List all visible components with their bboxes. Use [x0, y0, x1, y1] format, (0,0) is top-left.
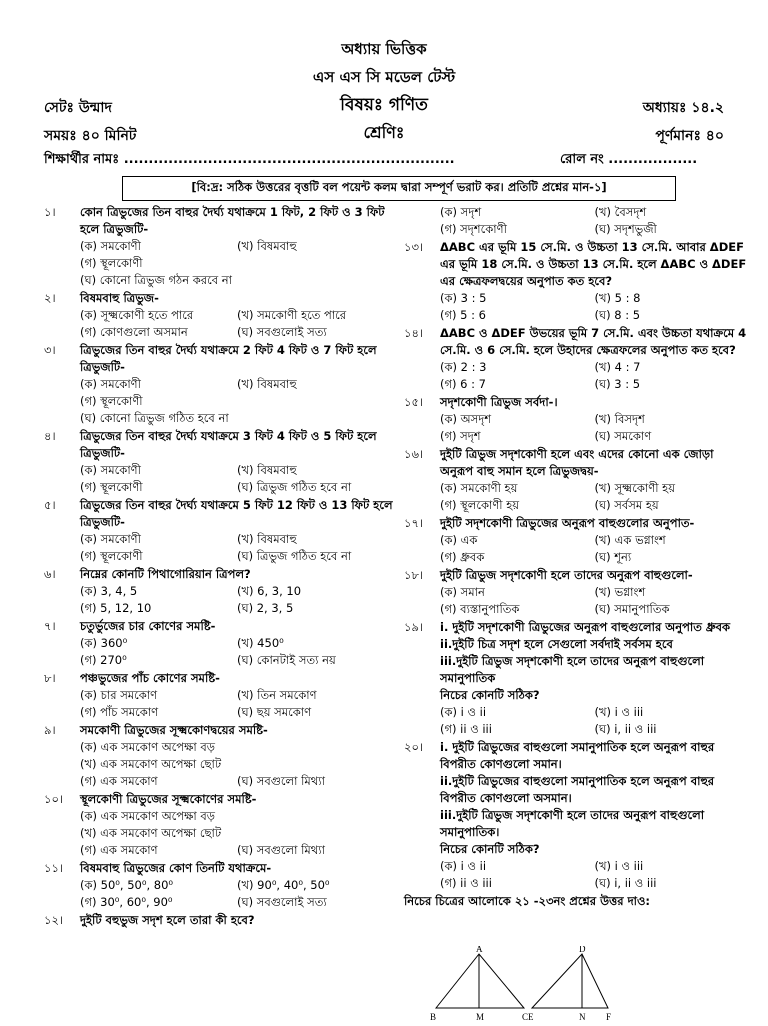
triangle-figure [424, 946, 624, 1026]
answer-option[interactable]: (খ) বিসদৃশ [594, 412, 645, 426]
question-number: ২। [44, 291, 56, 305]
right-column [404, 204, 749, 910]
question-body [440, 394, 749, 445]
question [404, 239, 749, 324]
statement: i. দুইটি সদৃশকোণী ত্রিভুজের অনুরূপ বাহুগুলোর অনুপাত ধ্রুবক [440, 620, 731, 634]
statement: iii.দুইটি ত্রিভুজ সদৃশকোণী হলে তাদের অনুরূপ বাহুগুলো সমানুপাতিক। [440, 808, 705, 839]
question-text: কোন ত্রিভুজের তিন বাহুর দৈর্ঘ্য যথাক্রমে 1 ফিট, 2 ফিট ও 3 ফিট হলে ত্রিভুজটি- [80, 205, 385, 236]
student-name-field[interactable]: শিক্ষার্থীর নামঃ ................................................................... [44, 152, 455, 167]
question-number: ১৯। [404, 620, 424, 634]
question-number: ১৭। [404, 516, 424, 530]
answer-options [440, 290, 749, 324]
answer-option[interactable]: (ক) 360⁰ [80, 636, 128, 650]
answer-option[interactable]: (ঘ) সবগুলো মিথ্যা [237, 774, 325, 788]
answer-option[interactable]: (ঘ) কোনটাই সত্য নয় [237, 653, 336, 667]
answer-options [80, 583, 394, 617]
question-number: ৭। [44, 619, 56, 633]
question-body [80, 428, 394, 496]
answer-option[interactable]: (ক) 50⁰, 50⁰, 80⁰ [80, 878, 174, 892]
question [404, 567, 749, 618]
answer-option[interactable]: (খ) 5 : 8 [594, 291, 641, 305]
answer-option[interactable]: (গ) সদৃশকোণী [440, 222, 507, 236]
set-label: সেটঃ উন্মাদ [44, 100, 112, 116]
answer-option[interactable]: (গ) স্থূলকোণী [80, 480, 143, 494]
label-d: D [579, 946, 586, 954]
question-body [80, 290, 394, 341]
question-text: ত্রিভুজের তিন বাহুর দৈর্ঘ্য যথাক্রমে 5 ফিট 12 ফিট ও 13 ফিট হলে ত্রিভুজটি- [80, 498, 393, 529]
label-f: F [606, 1012, 612, 1022]
answer-option[interactable]: (খ) সমকোণী হতে পারে [237, 308, 347, 322]
answer-option[interactable]: (ঘ) শূন্য [594, 550, 632, 564]
answer-option[interactable]: (গ) পাঁচ সমকোণ [80, 705, 159, 719]
answer-options [80, 376, 394, 393]
exam-type-heading: অধ্যায় ভিত্তিক [341, 40, 427, 58]
statement: ii.দুইটি ত্রিভুজের বাহুগুলো সমানুপাতিক হলে অনুরূপ বাহুর বিপরীত কোণগুলো অসমান। [440, 774, 715, 805]
roll-number-field[interactable]: রোল নং .................. [560, 152, 698, 167]
answer-options [440, 359, 749, 393]
answer-option[interactable]: (ঘ) ছয় সমকোণ [237, 705, 312, 719]
answer-option[interactable]: (ক) চার সমকোণ [80, 688, 158, 702]
question-body [440, 739, 749, 892]
answer-options [80, 773, 394, 790]
answer-options [440, 480, 749, 514]
question-body [80, 204, 394, 289]
subject-label: বিষয়ঃ গণিত [340, 95, 428, 115]
answer-option[interactable]: (ক) সমকোণী [80, 532, 141, 546]
question-text: বিষমবাহু ত্রিভুজের কোণ তিনটি যথাক্রমে- [80, 861, 272, 875]
answer-option[interactable]: (গ) 30⁰, 60⁰, 90⁰ [80, 895, 173, 909]
question [44, 497, 394, 565]
question-text: ΔABC ও ΔDEF উভয়ের ভূমি 7 সে.মি. এবং উচ্চতা যথাক্রমে 4 সে.মি. ও 6 সে.মি. হলে উহাদের ক্ষেত্রফলের অনুপাত কত হবে? [440, 326, 747, 357]
label-m: M [476, 1012, 485, 1022]
question-text: সদৃশকোণী ত্রিভুজ সর্বদা-। [440, 395, 558, 409]
answer-option[interactable]: (ক) এক সমকোণ অপেক্ষা বড় [80, 740, 216, 754]
question-text: ত্রিভুজের তিন বাহুর দৈর্ঘ্য যথাক্রমে 2 ফিট 4 ফিট ও 7 ফিট হলে ত্রিভুজটি- [80, 343, 377, 374]
question [44, 342, 394, 427]
class-label: শ্রেণিঃ [363, 123, 405, 142]
answer-option[interactable]: (গ) ii ও iii [440, 722, 492, 736]
question-body [80, 670, 394, 721]
question [44, 566, 394, 617]
answer-option[interactable]: (গ) এক সমকোণ [80, 843, 158, 857]
statement: i. দুইটি ত্রিভুজের বাহুগুলো সমানুপাতিক হলে অনুরূপ বাহুর বিপরীত কোণগুলো সমান। [440, 740, 715, 771]
question [404, 394, 749, 445]
answer-option[interactable]: (খ) i ও iii [594, 859, 644, 873]
answer-option[interactable]: (খ) i ও iii [594, 705, 644, 719]
answer-option[interactable]: (গ) 5 : 6 [440, 308, 486, 322]
answer-options [80, 842, 394, 859]
question-body [440, 446, 749, 514]
answer-option[interactable]: (ঘ) সদৃশভুজী [594, 222, 657, 236]
question-number: ১২। [44, 913, 64, 927]
answer-option[interactable]: (খ) এক সমকোণ অপেক্ষা ছোট [80, 826, 222, 840]
answer-options [80, 307, 394, 341]
question-text: চতুর্ভুজের চার কোণের সমষ্টি- [80, 619, 216, 633]
question-body [440, 239, 749, 324]
question-text: দুইটি বহুভুজ সদৃশ হলে তারা কী হবে? [80, 913, 255, 927]
answer-option[interactable]: (খ) সূক্ষ্মকোণী হয় [594, 481, 675, 495]
answer-option[interactable]: (ক) এক [440, 533, 478, 547]
answer-option[interactable]: (খ) বিষমবাহু [237, 532, 297, 546]
answer-option[interactable]: (ক) সদৃশ [440, 205, 482, 219]
answer-option[interactable]: (গ) স্থূলকোণী [80, 549, 143, 563]
question [44, 428, 394, 496]
question [44, 290, 394, 341]
question [44, 670, 394, 721]
question-text: ΔABC এর ভূমি 15 সে.মি. ও উচ্চতা 13 সে.মি. আবার ΔDEF এর ভূমি 18 সে.মি. ও উচ্চতা 13 সে.মি. হলে ΔABC ও ΔDEF এর ক্ষেত্রফলদ্বয়ের অনুপাত কত হবে? [440, 240, 747, 288]
answer-option[interactable]: (খ) ভগ্নাংশ [594, 585, 646, 599]
answer-option[interactable]: (খ) 90⁰, 40⁰, 50⁰ [237, 878, 330, 892]
label-a: A [476, 946, 483, 954]
chapter-label: অধ্যায়ঃ ১৪.২ [642, 100, 724, 116]
label-e: E [528, 1012, 534, 1022]
answer-option[interactable]: (ক) সমকোণী হয় [440, 481, 518, 495]
exam-title: এস এস সি মডেল টেস্ট [312, 68, 456, 86]
question-text: নিচের কোনটি সঠিক? [440, 688, 540, 702]
question-text: বিষমবাহু ত্রিভুজ- [80, 291, 159, 305]
answer-options [440, 411, 749, 445]
question-number: ১৫। [404, 395, 424, 409]
answer-option[interactable]: (ঘ) কোনো ত্রিভুজ গঠন করবে না [80, 273, 232, 287]
time-label: সময়ঃ ৪০ মিনিট [44, 128, 137, 144]
question-number: ১৮। [404, 568, 424, 582]
answer-option[interactable]: (ঘ) i, ii ও iii [594, 722, 657, 736]
answer-option[interactable]: (গ) 6 : 7 [440, 377, 486, 391]
question [404, 446, 749, 514]
answer-option[interactable]: (গ) এক সমকোণ [80, 774, 158, 788]
answer-option[interactable]: (খ) বিষমবাহু [237, 377, 297, 391]
question-body [80, 618, 394, 669]
answer-option[interactable]: (গ) ii ও iii [440, 876, 492, 890]
answer-option[interactable]: (ঘ) 8 : 5 [594, 308, 641, 322]
answer-option[interactable]: (গ) 270⁰ [80, 653, 127, 667]
answer-option[interactable]: (গ) ধ্রুবক [440, 550, 485, 564]
answer-option[interactable]: (ক) সমকোণী [80, 239, 141, 253]
answer-option[interactable]: (ক) অসদৃশ [440, 412, 492, 426]
answer-options [440, 532, 749, 566]
instruction-box: [বি:দ্র: সঠিক উত্তরের বৃত্তটি বল পয়েন্ট কলম দ্বারা সম্পূর্ণ ভরাট কর। প্রতিটি প্রশ্নের মান-১] [122, 176, 676, 201]
answer-option[interactable]: (খ) এক ভগ্নাংশ [594, 533, 666, 547]
question [404, 739, 749, 892]
answer-option[interactable]: (ক) সমকোণী [80, 463, 141, 477]
question [44, 722, 394, 790]
answer-option[interactable]: (ক) 3, 4, 5 [80, 584, 138, 598]
question [404, 619, 749, 738]
statement: ii.দুইটি চিত্র সদৃশ হলে সেগুলো সর্বদাই সর্বসম হবে [440, 637, 673, 651]
question-text: স্থূলকোণী ত্রিভুজের সূক্ষ্মকোণের সমষ্টি- [80, 792, 257, 806]
label-n: N [579, 1012, 586, 1022]
triangle-def [532, 954, 608, 1008]
question-body [440, 567, 749, 618]
answer-option[interactable]: (ঘ) ত্রিভুজ গঠিত হবে না [237, 549, 352, 563]
question [44, 791, 394, 859]
question-text: নিচের কোনটি সঠিক? [440, 842, 540, 856]
full-marks-label: পূর্ণমানঃ ৪০ [655, 128, 724, 144]
question-continuation [404, 204, 749, 238]
label-b: B [430, 1012, 437, 1022]
answer-option[interactable]: (খ) 4 : 7 [594, 360, 641, 374]
question-number: ৫। [44, 498, 56, 512]
answer-option[interactable]: (গ) স্থূলকোণী হয় [440, 498, 520, 512]
question-number: ৩। [44, 343, 56, 357]
triangle-abc [436, 954, 524, 1008]
answer-option[interactable]: (খ) বিষমবাহু [237, 463, 297, 477]
question-body [440, 515, 749, 566]
answer-option[interactable]: (ঘ) সর্বসম হয় [594, 498, 659, 512]
answer-option[interactable]: (ক) 2 : 3 [440, 360, 487, 374]
question-body [80, 860, 394, 911]
answer-option[interactable]: (খ) বিষমবাহু [237, 239, 297, 253]
question [44, 912, 394, 929]
question-number-blank [404, 204, 440, 238]
answer-options [440, 704, 749, 738]
question-text: দুইটি সদৃশকোণী ত্রিভুজের অনুরূপ বাহুগুলোর অনুপাত- [440, 516, 695, 530]
answer-option[interactable]: (ঘ) কোনো ত্রিভুজ গঠিত হবে না [80, 411, 229, 425]
question-number: ৮। [44, 671, 56, 685]
triangles-diagram [424, 946, 624, 1022]
answer-option[interactable]: (ক) i ও ii [440, 859, 487, 873]
answer-option[interactable]: (খ) এক সমকোণ অপেক্ষা ছোট [80, 757, 222, 771]
answer-option[interactable]: (ঘ) i, ii ও iii [594, 876, 657, 890]
answer-option[interactable]: (ক) 3 : 5 [440, 291, 487, 305]
answer-option[interactable]: (গ) 5, 12, 10 [80, 601, 152, 615]
answer-option[interactable]: (গ) সদৃশ [440, 429, 481, 443]
left-column [44, 204, 394, 930]
question-body [440, 325, 749, 393]
answer-options [440, 584, 749, 618]
question-text: পঞ্চভুজের পাঁচ কোণের সমষ্টি- [80, 671, 220, 685]
answer-option[interactable]: (ক) সমান [440, 585, 485, 599]
statement: iii.দুইটি ত্রিভুজ সদৃশকোণী হলে তাদের অনুরূপ বাহুগুলো সমানুপাতিক [440, 654, 705, 685]
question-body [80, 497, 394, 565]
question-number: ১৬। [404, 447, 424, 461]
answer-option[interactable]: (ক) সমকোণী [80, 377, 141, 391]
answer-option[interactable]: (ঘ) সবগুলো মিথ্যা [237, 843, 325, 857]
question-text: সমকোণী ত্রিভুজের সূক্ষ্মকোণদ্বয়ের সমষ্টি- [80, 723, 268, 737]
figure-instruction: নিচের চিত্রের আলোকে ২১ -২৩নং প্রশ্নের উত্তর দাও: [404, 894, 651, 908]
question [404, 515, 749, 566]
answer-options [80, 877, 394, 911]
question-body [80, 791, 394, 859]
question [44, 618, 394, 669]
answer-option[interactable]: (খ) 450⁰ [237, 636, 284, 650]
answer-option[interactable]: (ঘ) ত্রিভুজ গঠিত হবে না [237, 480, 352, 494]
question-number: ১৩। [404, 240, 424, 254]
answer-option[interactable]: (ক) i ও ii [440, 705, 487, 719]
question-number: ১। [44, 205, 56, 219]
question-text: দুইটি ত্রিভুজ সদৃশকোণী হলে তাদের অনুরূপ বাহুগুলো- [440, 568, 693, 582]
question [44, 204, 394, 289]
question-body [80, 912, 394, 929]
answer-option[interactable]: (ঘ) 3 : 5 [594, 377, 641, 391]
answer-option[interactable]: (ঘ) সমানুপাতিক [594, 602, 670, 616]
answer-option[interactable]: (ক) এক সমকোণ অপেক্ষা বড় [80, 809, 216, 823]
answer-option[interactable]: (খ) তিন সমকোণ [237, 688, 317, 702]
question-body [440, 619, 749, 738]
answer-option[interactable]: (গ) ব্যস্তানুপাতিক [440, 602, 520, 616]
question-body [80, 342, 394, 427]
question [404, 325, 749, 393]
question-text: নিম্নের কোনটি পিথাগোরিয়ান ত্রিপল? [80, 567, 251, 581]
question-number: ৯। [44, 723, 56, 737]
answer-options [80, 531, 394, 565]
answer-option[interactable]: (গ) কোণগুলো অসমান [80, 325, 188, 339]
answer-option[interactable]: (ঘ) সবগুলোই সত্য [237, 895, 327, 909]
question-number: ২০। [404, 740, 424, 754]
question-text: ত্রিভুজের তিন বাহুর দৈর্ঘ্য যথাক্রমে 3 ফিট 4 ফিট ও 5 ফিট হলে ত্রিভুজটি- [80, 429, 377, 460]
answer-option[interactable]: (ক) সূক্ষ্মকোণী হতে পারে [80, 308, 194, 322]
answer-options [440, 204, 749, 238]
question [44, 860, 394, 911]
question-body [80, 566, 394, 617]
answer-option[interactable]: (ঘ) সমকোণ [594, 429, 652, 443]
answer-options [80, 635, 394, 669]
question-number: ১১। [44, 861, 64, 875]
answer-options [80, 687, 394, 721]
answer-option[interactable]: (গ) স্থূলকোণী [80, 256, 143, 270]
answer-options [80, 238, 394, 255]
answer-option[interactable]: (খ) 6, 3, 10 [237, 584, 302, 598]
answer-option[interactable]: (গ) স্থূলকোণী [80, 394, 143, 408]
answer-option[interactable]: (ঘ) সবগুলোই সত্য [237, 325, 327, 339]
question-text: দুইটি ত্রিভুজ সদৃশকোণী হলে এবং এদের কোনো এক জোড়া অনুরূপ বাহু সমান হলে ত্রিভুজদ্বয়- [440, 447, 714, 478]
question-number: ৬। [44, 567, 56, 581]
question-body [80, 722, 394, 790]
label-c: C [522, 1012, 529, 1022]
question-number: ৪। [44, 429, 56, 443]
answer-option[interactable]: (ঘ) 2, 3, 5 [237, 601, 294, 615]
answer-options [80, 462, 394, 496]
question-number: ১৪। [404, 326, 424, 340]
answer-options [440, 858, 749, 892]
answer-option[interactable]: (খ) বৈসদৃশ [594, 205, 647, 219]
question-number: ১০। [44, 792, 64, 806]
